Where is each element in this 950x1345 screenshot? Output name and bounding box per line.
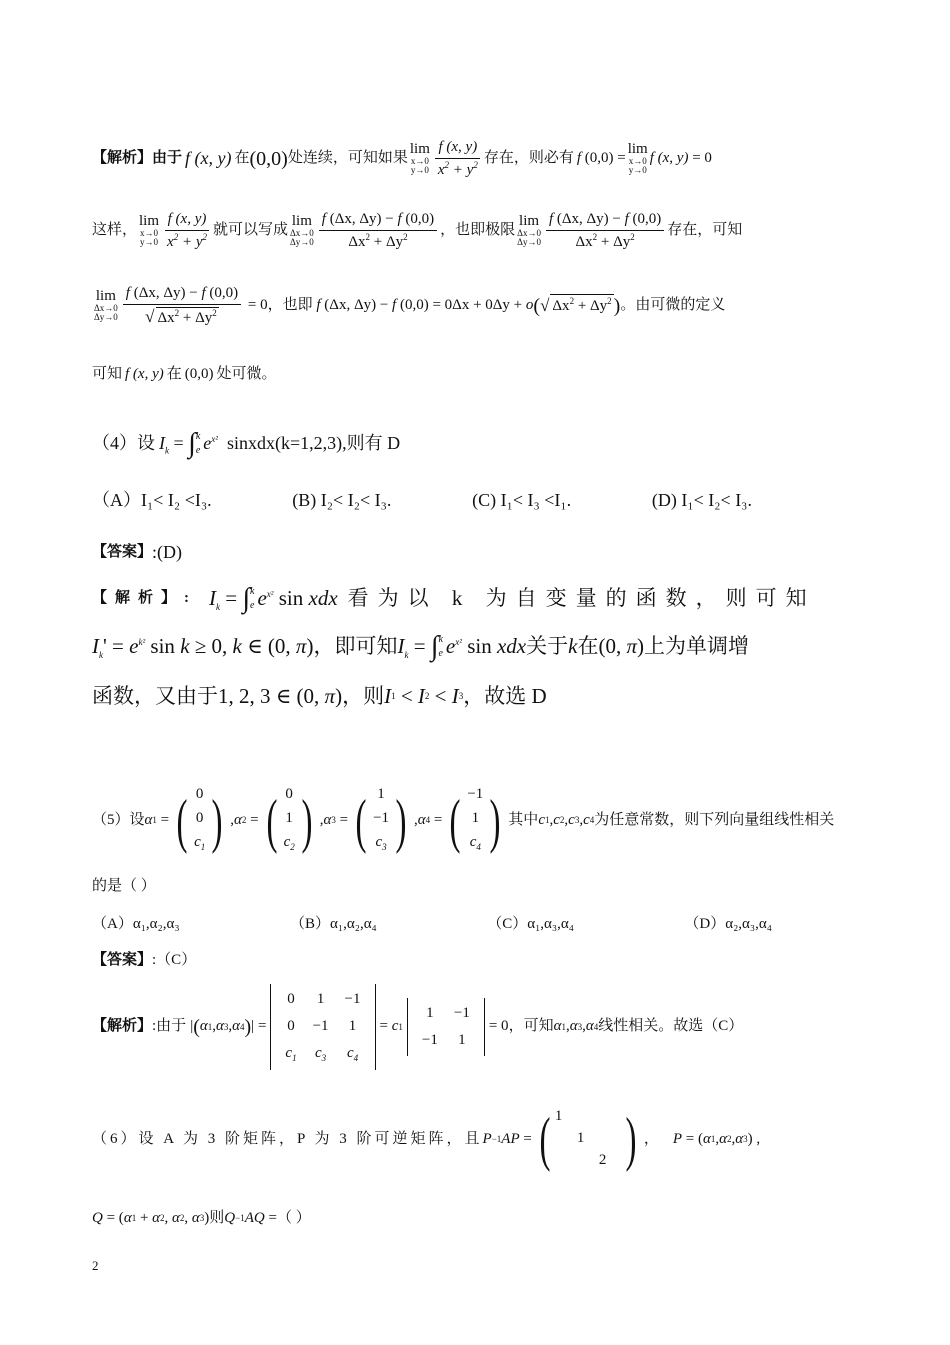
q5-jiexi: 【解析】 :由于 | ( α 1 , α 3 , α 4 ) | = 0 1 −1 0 −1 1 $c_1$ $c_3$ $c_4$ = c 1 1 −1 −1 1 = 0 ，可知 α 1 , α 3 , α 4 线性相关。故选（C） — [92, 984, 862, 1070]
prev-line-1: 【解析】 由于 f (x, y) 在 (0,0) 处连续，可知如果 lim x→0 y→0 $\frac{f (x, y)}{x^2 + y^2}$ 存在，则必有 f (0,0) = lim x→0 y→0 f (x, y) = 0 — [92, 139, 712, 178]
determinant-3x3: 0 1 −1 0 −1 1 $c_1$ $c_3$ $c_4$ — [270, 984, 375, 1070]
vector-alpha4: ( −1 1 $c_4$ ) — [449, 786, 501, 854]
q4-jiexi-2: $I_k$ ' = $e^{k^2}$ sin k ≥ 0, k ∈ (0, π ) ，即可知 $I_k$ = ∫ k e $e^{x^2}$ sin xdx 关于 k 在 (0, π ) 上为单调增 — [92, 630, 749, 662]
q5-options — [92, 914, 772, 935]
vector-alpha1: ( 0 0 $c_1$ ) — [176, 786, 223, 854]
prev-line-3: lim Δx→0 Δy→0 $\frac{f (\Delta x, \Delta y) - f (0,0)}{√ \Delta x^2 + \Delta y^2}$ = 0 ，也即 f (Δx, Δy) − f (0,0) = 0Δx + 0Δy + o ( √ $\Delta x^2 + \Delta y^2$ ) 。由可微的定义 — [94, 285, 726, 326]
q4-options — [92, 488, 752, 513]
q4-jiexi-1: 【解析】: $I_k$ = ∫ k e $e^{x^2}$ sin xdx 看为以 k 为自变量的函数，则可知 — [92, 582, 816, 614]
jiexi-label: 【解析】 — [92, 150, 153, 167]
prev-line-2: 这样， lim x→0 y→0 $\frac{f (x, y)}{x^2 + y^2}$ 就可以写成 lim Δx→0 Δy→0 $\frac{f (\Delta x, \Delta y) - f (0,0)}{\Delta x^2 + \Delta y^2}$ ，也即极限 lim Δx→0 Δy→0 $\frac{f (\Delta x, \Delta y) - f (0,0)}{\Delta x^2 + \Delta y^2}$ 存在，可知 — [92, 211, 743, 250]
q5-option-d: （D）α₂,α₃,α₄ — [684, 916, 772, 932]
q5-stem-2: 的是（ ） — [92, 878, 156, 894]
determinant-2x2: 1 −1 −1 1 — [407, 998, 485, 1056]
limit-xy: lim x→0 y→0 — [409, 140, 430, 176]
q5-option-b: （B）α₁,α₂,α₄ — [290, 916, 377, 932]
q4-stem: （4）设 $I_k$ = ∫ k e $e^{x^2}$ sinxdx(k=1,2,3),则有 D — [92, 428, 401, 459]
q5-option-a: （A）α₁,α₂,α₃ — [92, 916, 180, 932]
q4-option-c: (C) I₁< I₃ <I₁. — [472, 490, 572, 510]
q6-stem-2: Q = ( α 1 + α 2 , α 2 , α 3 ) 则 Q −1 AQ = （ ） — [92, 1210, 311, 1226]
diag-matrix: ( 1 1 2 ) — [539, 1106, 637, 1172]
q4-answer: 【答案】 :(D) — [92, 542, 183, 562]
vector-alpha2: ( 0 1 $c_2$ ) — [266, 786, 313, 854]
page-number: 2 — [92, 1258, 99, 1273]
q4-option-a: （A）I₁< I₂ <I₃. — [92, 490, 212, 510]
prev-line-4: 可知 f (x, y) 在 (0,0) 处可微。 — [92, 366, 277, 382]
vector-alpha3: ( 1 −1 $c_3$ ) — [355, 786, 407, 854]
q4-option-d: (D) I₁< I₂< I₃. — [651, 490, 752, 510]
q5-stem: （5）设 α 1 = ( 0 0 $c_1$ ) , α 2 = ( 0 1 $c_2$ ) , α 3 = ( 1 −1 $c_3$ ) , α 4 = ( −1 1 $c_4$ ) 其中 c 1 , c 2 , c 3 , c 4 为任意常数，则下列向量组线性相关 — [92, 782, 862, 859]
q6-stem: （6）设 A 为 3 阶矩阵，P 为 3 阶可逆矩阵，且 P −1 AP = ( 1 1 2 ) ， P = ( α 1 , α 2 , α 3 ) , — [92, 1106, 761, 1172]
q4-option-b: (B) I₂< I₂< I₃. — [292, 490, 392, 510]
q4-jiexi-3: 函数，又由于 1, 2, 3 ∈ (0, π) ，则 I 1 < I 2 < I 3 ，故选 D — [92, 684, 547, 708]
q5-answer: 【答案】 :（C） — [92, 952, 197, 968]
q5-option-c: （C）α₁,α₃,α₄ — [487, 916, 574, 932]
